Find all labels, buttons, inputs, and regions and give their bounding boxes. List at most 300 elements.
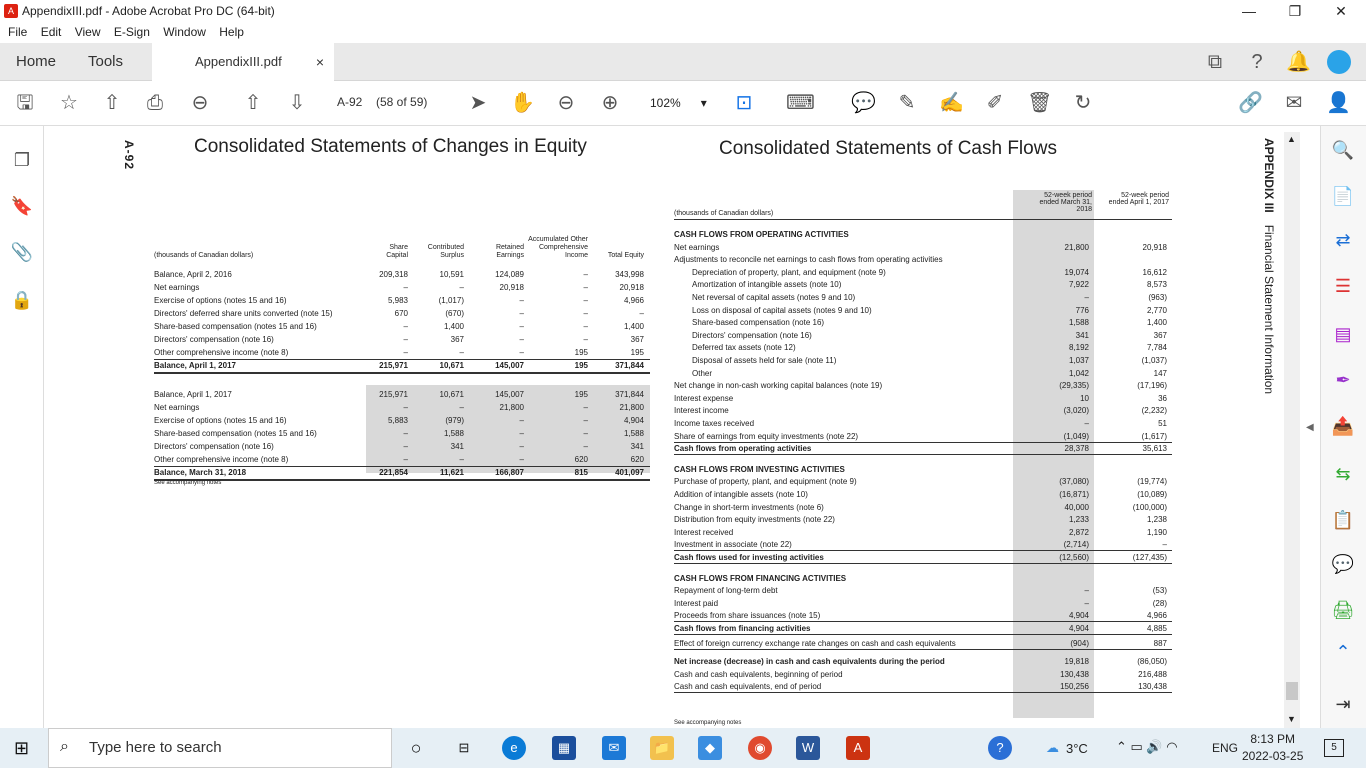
row-label: Cash and cash equivalents, beginning of period [674,669,843,679]
value-2017: 1,400 [1146,318,1167,328]
equity-note: See accompanying notes [154,480,222,486]
bell-icon[interactable]: 🔔 [1286,51,1311,73]
dropbox-icon[interactable]: ◆ [698,736,722,760]
value-2018: (3,020) [1063,406,1089,416]
cell-value: 195 [574,361,588,370]
title-bar [0,0,1366,22]
col-2017: 52-week period ended April 1, 2017 [1108,192,1169,206]
cell-value: 21,800 [619,403,644,412]
row-label: Interest income [674,406,729,416]
zoom-out-icon[interactable]: ⊖ [557,92,575,114]
scroll-thumb[interactable] [1286,682,1298,700]
value-2017: 147 [1153,368,1167,378]
acrobat-task-icon[interactable]: A [846,736,870,760]
value-2018: 10 [1080,393,1089,403]
value-2018: – [1084,598,1089,608]
add-user-icon[interactable]: 👤 [1326,92,1351,114]
row-label: Exercise of options (notes 15 and 16) [154,416,287,425]
col-aoci: Accumulated Other Comprehensive Income [528,236,588,259]
table-row [154,453,650,466]
print-production-icon[interactable]: 🖨 [1331,600,1355,620]
cell-value: – [583,429,588,438]
create-pdf-icon[interactable]: 📄 [1331,186,1355,206]
collapse-right-icon[interactable]: ◀ [1306,422,1314,433]
row-label: Net reversal of capital assets (notes 9 and 10) [692,293,856,302]
value-2018: 21,800 [1064,242,1089,252]
cell-value: – [583,270,588,279]
close-tab-icon[interactable]: × [315,54,324,70]
value-2018: 8,192 [1068,343,1089,353]
cell-value: 1,400 [623,322,644,331]
avatar[interactable] [1327,50,1351,74]
cell-value: 10,671 [439,390,464,399]
value-2017: (53) [1152,586,1167,596]
cashflow-unit: (thousands of Canadian dollars) [674,210,774,217]
edge-icon[interactable]: e [502,736,526,760]
value-2018: (37,080) [1059,477,1089,487]
chrome-icon[interactable]: ◉ [748,736,772,760]
share-screen-icon[interactable]: ⧉ [1207,51,1223,73]
table-row [674,655,1174,668]
row-label: CASH FLOWS FROM OPERATING ACTIVITIES [674,230,849,239]
value-2018: (29,335) [1059,381,1089,391]
value-2018: (16,871) [1059,490,1089,499]
value-2018: 19,074 [1064,267,1089,277]
table-row [674,241,1174,254]
bookmark-icon[interactable]: 🔖 [10,196,34,216]
row-label: Balance, April 1, 2017 [154,361,236,370]
row-label: Other [692,368,713,378]
scan-icon[interactable]: 📋 [1331,510,1355,530]
row-label: Amortization of intangible assets (note 10) [692,280,842,290]
cell-value: 1,588 [623,429,644,438]
trash-icon[interactable]: 🗑 [1027,92,1053,114]
cell-value: 620 [630,455,644,464]
star-icon[interactable]: ☆ [60,92,78,114]
mail-icon[interactable]: ✉ [1285,92,1303,114]
document-viewer[interactable] [44,126,1314,728]
value-2017: (1,037) [1141,356,1167,365]
cell-value: – [519,335,524,344]
table-row [674,597,1174,610]
row-label: CASH FLOWS FROM FINANCING ACTIVITIES [674,573,847,583]
cashflow-note: See accompanying notes [674,720,742,726]
value-2018: 4,904 [1068,611,1089,621]
menu-file[interactable]: File [8,25,28,39]
zoom-select[interactable]: 102% ▾ [650,96,707,110]
row-label: Depreciation of property, plant, and equipment (note 9) [692,267,886,277]
cell-value: 209,318 [379,270,408,279]
row-label: Deferred tax assets (note 12) [692,343,796,353]
language[interactable]: ENG [1212,741,1239,755]
search-input[interactable]: Type here to search [48,728,392,768]
row-label: Net earnings [154,403,200,412]
row-label: Investment in associate (note 22) [674,540,792,550]
row-label: Loss on disposal of capital assets (notes 9 and 10) [692,305,872,315]
menu-help[interactable]: Help [219,25,244,39]
row-label: CASH FLOWS FROM INVESTING ACTIVITIES [674,464,845,474]
table-row [674,228,1174,241]
vertical-scrollbar[interactable] [1284,132,1300,728]
page-input[interactable]: A-92 [337,95,363,109]
cell-value: – [519,348,524,357]
row-label: Interest paid [674,598,719,608]
security-icon[interactable]: 🔒 [10,290,34,310]
table-row [674,253,1174,266]
cell-value: – [403,455,408,464]
more-tools-icon[interactable]: ⌃ [1335,642,1351,662]
value-2018: – [1084,293,1089,302]
value-2018: 2,872 [1068,527,1089,537]
row-label: Directors' compensation (note 16) [692,330,812,340]
cell-value: 124,089 [495,270,524,279]
value-2017: (10,089) [1137,490,1167,499]
scroll-down-icon[interactable]: ▼ [1287,714,1296,724]
row-label: Income taxes received [674,419,755,428]
upload-icon[interactable]: ⇧ [103,92,121,114]
pages-icon[interactable]: ❐ [13,150,31,170]
keyboard-icon[interactable]: ⌨ [786,92,815,114]
weather-temp[interactable]: 3°C [1066,741,1088,756]
table-row [674,475,1174,488]
row-label: Net increase (decrease) in cash and cash equivalents during the period [674,657,945,667]
cell-value: 4,904 [623,416,644,425]
hand-tool-icon[interactable]: ✋ [510,92,535,114]
pdf-page [104,126,1274,736]
row-label: Directors' deferred share units converted (note 15) [154,309,333,318]
row-label: Net change in non-cash working capital balances (note 19) [674,381,883,391]
cell-value: 367 [630,335,644,344]
table-row [674,463,1174,476]
row-label: Cash flows used for investing activities [674,553,824,562]
value-2018: 130,438 [1060,669,1089,679]
cortana-icon[interactable]: ○ [410,738,422,758]
row-label: Effect of foreign currency exchange rate changes on cash and cash equivalents [674,638,956,648]
table-row [674,526,1174,539]
save-icon[interactable]: 🖫 [16,92,34,114]
cell-value: 1,588 [443,429,464,438]
table-row [674,379,1174,392]
row-label: Share-based compensation (notes 15 and 16) [154,429,317,438]
tab-bar [0,43,1366,81]
value-2017: 20,918 [1142,242,1167,252]
edit-icon[interactable]: ✐ [986,92,1004,114]
cell-value: 367 [450,335,464,344]
cell-value: – [519,429,524,438]
cell-value: 10,671 [439,361,464,370]
cell-value: 1,400 [443,322,464,331]
cell-value: 371,844 [615,361,644,370]
table-row [674,584,1174,597]
cell-value: 20,918 [499,283,524,292]
left-sidebar [0,126,44,728]
cell-value: 21,800 [499,403,524,412]
table-row [154,320,650,333]
word-icon[interactable]: W [796,736,820,760]
table-row [154,307,650,320]
table-row [674,488,1174,501]
cell-value: – [403,442,408,451]
cell-value: – [519,309,524,318]
cell-value: – [459,283,464,292]
zoom-in-icon[interactable]: ⊕ [601,92,619,114]
cell-value: 341 [630,442,644,451]
cell-value: – [583,403,588,412]
value-2017: 1,238 [1146,515,1167,525]
rotate-icon[interactable]: ↻ [1074,92,1092,114]
value-2017: (86,050) [1137,657,1167,667]
cell-value: – [519,296,524,305]
menu-window[interactable]: Window [163,25,206,39]
cell-value: 341 [450,442,464,451]
table-row [154,359,650,372]
row-label: Net earnings [674,242,720,252]
appendix-label: APPENDIX IIIFinancial Statement Information [1262,138,1276,395]
value-2018: (904) [1070,638,1089,648]
value-2017: 1,190 [1146,527,1167,537]
cell-value: – [403,403,408,412]
taskbar [0,728,1366,768]
cell-value: – [583,309,588,318]
cell-value: 343,998 [615,270,644,279]
cell-value: – [583,416,588,425]
tab-tools[interactable]: Tools [88,53,124,70]
page-fit-icon[interactable]: ⊡ [735,92,753,114]
task-view-icon[interactable]: ⊟ [458,740,470,755]
value-2018: 7,922 [1068,280,1089,290]
value-2018: 40,000 [1064,502,1089,512]
value-2017: (100,000) [1132,502,1167,512]
windows-start-icon[interactable]: ⊞ [14,738,30,758]
explorer-icon[interactable]: 📁 [650,736,674,760]
menu-view[interactable]: View [74,25,101,39]
clock[interactable]: 8:13 PM 2022-03-25 [1242,732,1304,763]
row-label: Other comprehensive income (note 8) [154,348,289,357]
cell-value: – [403,283,408,292]
row-label: Change in short-term investments (note 6) [674,502,824,512]
cell-value: 145,007 [495,390,524,399]
fill-sign-icon[interactable]: ✒ [1335,370,1351,390]
search-icon[interactable]: 🔍 [1331,140,1355,160]
row-label: Interest received [674,527,734,537]
table-row [674,501,1174,514]
cell-value: 5,983 [387,296,408,305]
help-tray-icon[interactable]: ? [988,736,1012,760]
page-count: (58 of 59) [376,95,428,109]
table-row [154,466,650,479]
table-row [674,354,1174,367]
tray-icons[interactable]: ⌃ ▭ 🔊 ◠ [1116,739,1178,754]
value-2017: (28) [1152,598,1167,608]
cell-value: 10,591 [439,270,464,279]
row-label: Share-based compensation (notes 15 and 16) [154,322,317,331]
cell-value: – [403,335,408,344]
table-row [674,404,1174,417]
cell-value: (670) [445,309,464,318]
table-row [674,417,1174,430]
table-row [674,367,1174,380]
cell-value: – [583,335,588,344]
cell-value: 401,097 [615,468,644,477]
cell-value: – [583,322,588,331]
send-review-icon[interactable]: 📤 [1331,416,1355,436]
value-2017: 2,770 [1146,305,1167,315]
cell-value: 5,883 [387,416,408,425]
value-2017: (2,232) [1141,406,1167,416]
tab-document[interactable] [152,43,334,82]
cell-value: – [459,348,464,357]
table-row [154,414,650,427]
row-label: Interest expense [674,393,734,403]
cell-value: – [639,309,644,318]
row-label: Cash flows from financing activities [674,624,811,633]
value-2018: – [1084,586,1089,596]
select-cursor-icon[interactable]: ➤ [469,92,487,114]
table-row [154,333,650,346]
value-2018: 28,378 [1064,444,1089,454]
store-icon[interactable]: ▦ [552,736,576,760]
table-row [674,341,1174,354]
scroll-up-icon[interactable]: ▲ [1287,134,1296,144]
col-contributed: Contributed Surplus [427,244,464,259]
compare-icon[interactable]: ⇆ [1335,464,1351,484]
table-row [154,268,650,281]
row-label: Balance, April 1, 2017 [154,390,232,399]
value-2018: 1,233 [1068,515,1089,525]
cell-value: 215,971 [379,390,408,399]
cell-value: – [583,283,588,292]
cell-value: 145,007 [495,361,524,370]
value-2017: 4,885 [1146,624,1167,633]
cell-value: – [403,322,408,331]
table-row [154,401,650,414]
attachment-icon[interactable]: 📎 [10,242,34,262]
menu-edit[interactable]: Edit [40,25,62,39]
weather-icon: ☁ [1046,740,1059,755]
document-tab-label: AppendixIII.pdf [195,54,282,69]
value-2017: (17,196) [1137,381,1167,391]
cell-value: 166,807 [495,468,524,477]
maximize-button[interactable]: ❐ [1288,3,1302,19]
table-row [674,668,1174,681]
value-2018: 341 [1075,330,1089,340]
next-page-icon[interactable]: ⇩ [288,92,306,114]
cell-value: 620 [574,455,588,464]
pen-icon[interactable]: ✎ [898,92,916,114]
table-row [154,294,650,307]
print-icon[interactable]: ⎙ [147,92,163,114]
table-row [674,278,1174,291]
row-label: Balance, April 2, 2016 [154,270,232,279]
mail-app-icon[interactable]: ✉ [602,736,626,760]
expand-panel-icon[interactable]: ⇥ [1335,694,1351,714]
col-retained: Retained Earnings [495,244,524,259]
value-2018: 4,904 [1068,624,1089,633]
value-2017: – [1162,540,1167,550]
col-2018: 52-week period ended March 31, 2018 [1039,192,1092,213]
cashflow-title: Consolidated Statements of Cash Flows [719,138,1057,159]
right-sidebar [1320,126,1366,728]
comment-icon[interactable]: 💬 [851,92,876,114]
row-label: Addition of intangible assets (note 10) [674,490,808,499]
edit-pdf-icon[interactable]: ▤ [1334,324,1352,344]
value-2017: 887 [1153,638,1167,648]
col-total: Total Equity [607,252,644,259]
cell-value: 371,844 [615,390,644,399]
page-number: A-92 [122,140,136,171]
row-label: Repayment of long-term debt [674,586,778,596]
export-pdf-icon[interactable]: ⇄ [1335,230,1351,250]
organize-pages-icon[interactable]: ☰ [1334,276,1352,296]
equity-header [154,218,714,262]
value-2018: 776 [1075,305,1089,315]
col-share-capital: Share Capital [386,244,408,259]
cell-value: – [519,442,524,451]
table-row [674,291,1174,304]
help-icon[interactable]: ? [1251,51,1263,73]
table-row [154,440,650,453]
row-label: Purchase of property, plant, and equipment (note 9) [674,477,857,487]
value-2017: 4,966 [1146,611,1167,621]
cell-value: 20,918 [619,283,644,292]
cell-value: – [583,442,588,451]
cell-value: 195 [574,390,588,399]
table-row [674,329,1174,342]
row-label: Distribution from equity investments (note 22) [674,515,835,525]
menu-esign[interactable]: E-Sign [113,25,150,39]
value-2018: (2,714) [1063,540,1089,550]
zoom-search-icon[interactable]: ⊖ [191,92,209,114]
value-2017: (19,774) [1137,477,1167,487]
table-row [674,392,1174,405]
value-2018: 1,037 [1068,356,1089,365]
cell-value: 815 [574,468,588,477]
value-2018: – [1084,419,1089,428]
notifications-icon[interactable]: 5 [1324,739,1344,757]
sign-icon[interactable]: ✍ [939,92,964,114]
cell-value: 4,966 [623,296,644,305]
table-row [674,266,1174,279]
prev-page-icon[interactable]: ⇧ [244,92,262,114]
row-label: Disposal of assets held for sale (note 11) [692,356,837,365]
table-row [674,513,1174,526]
value-2017: (1,617) [1141,431,1167,441]
cell-value: (979) [445,416,464,425]
tab-home[interactable]: Home [16,53,57,70]
toolbar [0,81,1366,126]
value-2017: (963) [1148,293,1167,302]
minimize-button[interactable]: — [1242,3,1256,19]
cell-value: 11,621 [439,468,464,477]
row-label: Balance, March 31, 2018 [154,468,247,477]
comment-tool-icon[interactable]: 💬 [1331,554,1355,574]
value-2017: 367 [1153,330,1167,340]
value-2017: 216,488 [1138,669,1167,679]
row-label: Cash flows from operating activities [674,444,812,454]
close-button[interactable]: ✕ [1335,3,1347,19]
equity-title: Consolidated Statements of Changes in Equity [194,136,587,157]
cell-value: 195 [630,348,644,357]
value-2017: (127,435) [1132,553,1167,562]
value-2018: (12,560) [1059,553,1089,562]
link-icon[interactable]: 🔗 [1238,92,1263,114]
row-label: Share of earnings from equity investments (note 22) [674,431,859,441]
row-label: Net earnings [154,283,200,292]
value-2017: 51 [1158,419,1167,428]
row-label: Directors' compensation (note 16) [154,335,274,344]
row-label: Other comprehensive income (note 8) [154,455,289,464]
value-2017: 8,573 [1146,280,1167,290]
